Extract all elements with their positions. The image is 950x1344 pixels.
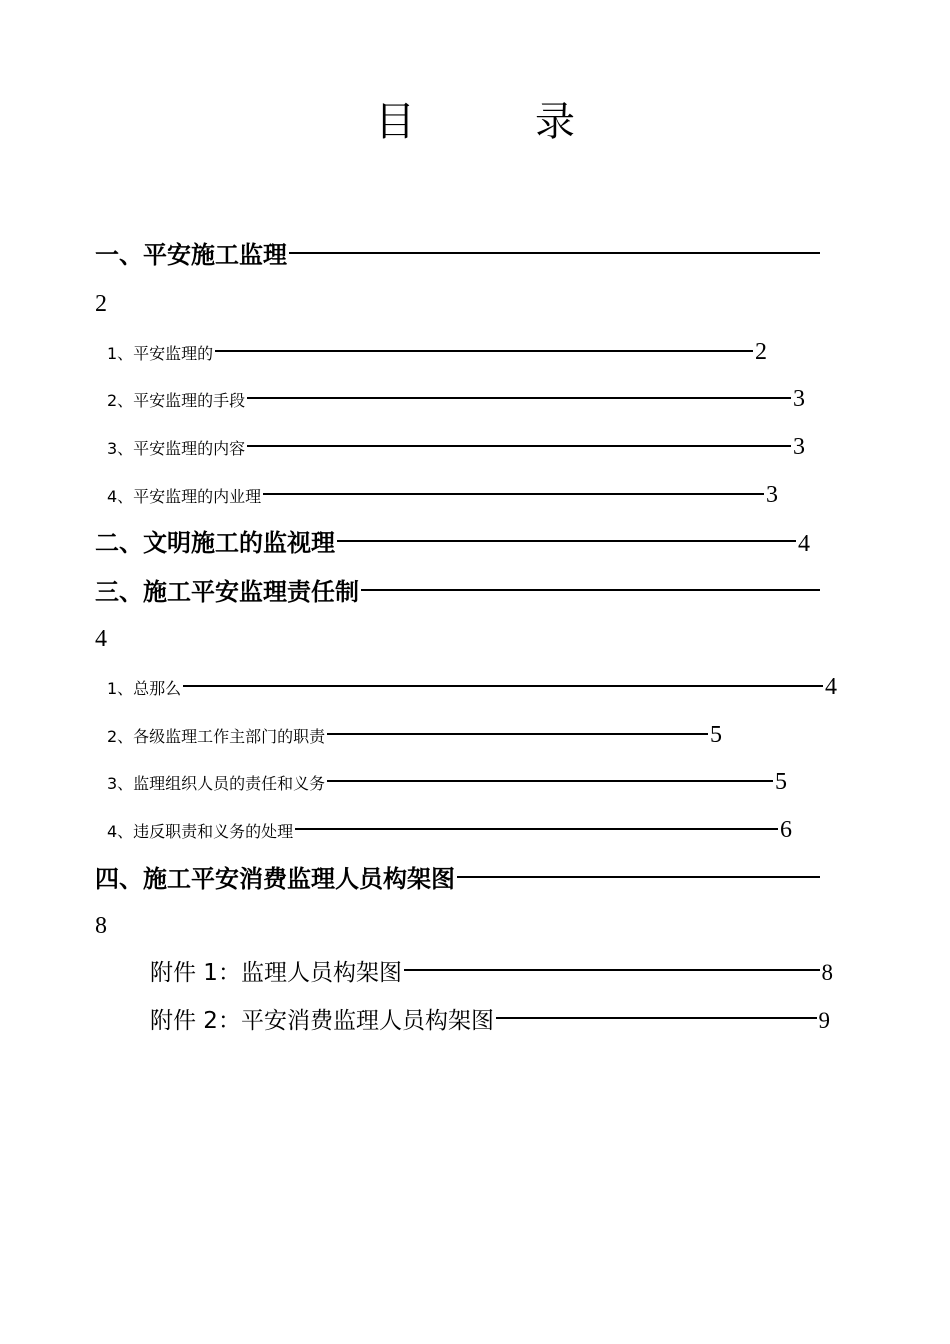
toc-page-number: 8 bbox=[821, 960, 833, 985]
toc-section-3[interactable] bbox=[95, 575, 822, 609]
dot-leader bbox=[496, 1017, 817, 1019]
toc-title-char-1: 目 bbox=[375, 99, 415, 145]
toc-subsection-label: 4、违反职责和义务的处理 bbox=[107, 822, 294, 841]
toc-section-1-page: 2 bbox=[95, 291, 107, 317]
dot-leader bbox=[215, 350, 753, 352]
toc-section-1[interactable] bbox=[95, 238, 822, 272]
toc-subsection-label: 1、平安监理的 bbox=[107, 344, 214, 363]
toc-subsection-1-2[interactable] bbox=[107, 386, 805, 414]
toc-attachment-label: 附件 1：监理人员构架图 bbox=[150, 960, 402, 986]
toc-subsection-label: 2、各级监理工作主部门的职责 bbox=[107, 727, 326, 746]
toc-subsection-3-3[interactable] bbox=[107, 769, 787, 797]
toc-section-label: 三、施工平安监理责任制 bbox=[95, 578, 359, 606]
dot-leader bbox=[404, 969, 820, 971]
toc-subsection-label: 3、平安监理的内容 bbox=[107, 439, 246, 458]
toc-section-label: 一、平安施工监理 bbox=[95, 241, 287, 269]
toc-page-number: 3 bbox=[793, 386, 805, 412]
toc-section-4-page: 8 bbox=[95, 913, 107, 939]
toc-page-number: 3 bbox=[766, 482, 778, 508]
toc-subsection-1-4[interactable] bbox=[107, 482, 778, 510]
toc-subsection-3-4[interactable] bbox=[107, 817, 792, 845]
toc-section-label: 四、施工平安消费监理人员构架图 bbox=[95, 865, 455, 893]
dot-leader bbox=[247, 397, 791, 399]
dot-leader bbox=[327, 780, 773, 782]
toc-subsection-1-3[interactable] bbox=[107, 434, 805, 462]
toc-subsection-label: 1、总那么 bbox=[107, 679, 182, 698]
toc-attachment-2[interactable] bbox=[150, 1005, 830, 1037]
toc-section-2[interactable] bbox=[95, 526, 810, 561]
toc-section-4[interactable] bbox=[95, 862, 822, 896]
toc-page-number: 5 bbox=[710, 722, 722, 748]
toc-page-number: 3 bbox=[793, 434, 805, 460]
toc-page-number: 9 bbox=[818, 1008, 830, 1033]
toc-title-char-2: 录 bbox=[535, 99, 575, 145]
toc-subsection-1-1[interactable] bbox=[107, 339, 767, 367]
toc-section-3-page: 4 bbox=[95, 626, 107, 652]
toc-subsection-3-2[interactable] bbox=[107, 722, 722, 750]
dot-leader bbox=[247, 445, 791, 447]
toc-subsection-3-1[interactable] bbox=[107, 674, 837, 702]
toc-subsection-label: 3、监理组织人员的责任和义务 bbox=[107, 774, 326, 793]
toc-page-number: 2 bbox=[755, 339, 767, 365]
dot-leader bbox=[263, 493, 764, 495]
toc-page-number: 6 bbox=[780, 817, 792, 843]
toc-subsection-label: 4、平安监理的内业理 bbox=[107, 487, 262, 506]
dot-leader bbox=[337, 540, 796, 542]
toc-attachment-1[interactable] bbox=[150, 957, 833, 989]
toc-subsection-label: 2、平安监理的手段 bbox=[107, 391, 246, 410]
toc-page-number: 5 bbox=[775, 769, 787, 795]
toc-page-number: 4 bbox=[798, 531, 810, 557]
dot-leader bbox=[295, 828, 778, 830]
dot-leader bbox=[457, 876, 820, 878]
dot-leader bbox=[289, 252, 820, 254]
toc-attachment-label: 附件 2：平安消费监理人员构架图 bbox=[150, 1008, 494, 1034]
dot-leader bbox=[361, 589, 820, 591]
dot-leader bbox=[183, 685, 823, 687]
toc-section-label: 二、文明施工的监视理 bbox=[95, 529, 335, 557]
dot-leader bbox=[327, 733, 708, 735]
toc-page-number: 4 bbox=[825, 674, 837, 700]
